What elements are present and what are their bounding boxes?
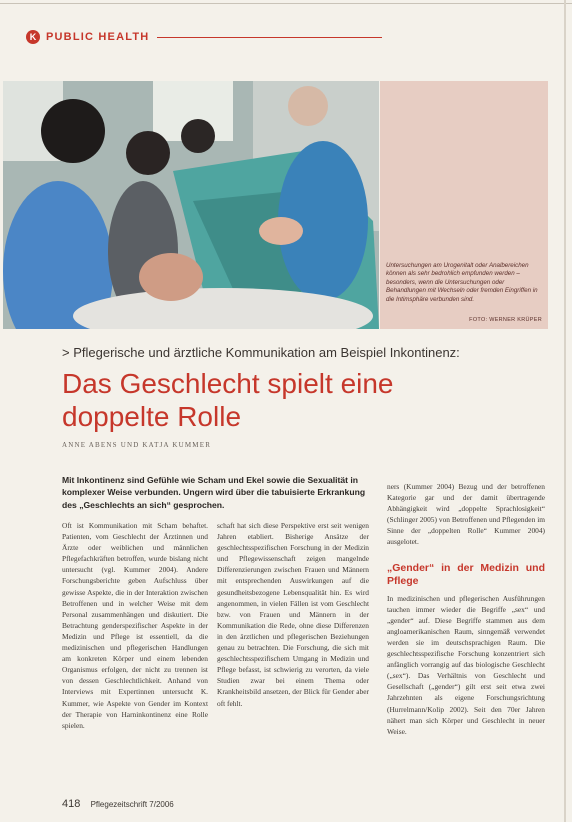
page-footer (62, 798, 174, 810)
body-column-1 (62, 520, 208, 731)
body-paragraph: In medizinischen und pflegerischen Ausführungen tauchen immer wieder die Begriffe „sex“ und „gender“ auf. Diese Begriffe stammen aus dem angloamerikanischen Raum, sinngemäß verwendet werden sie im deutschsprachigen Raum. Die geschlechtsspezifische Forschung konzentriert sich anfänglich vorrangig auf das biologische Geschlecht („sex“). Das Verhältnis von Geschlecht und Gesellschaft („gender“) gilt erst seit etwa zwei Jahrzehnten als eigene Forschungsrichtung (Hurrelmann/Kolip 2002). Seit den 70er Jahren nähert man sich Körper und Geschlecht in neuer Weise. (387, 593, 545, 736)
headline-line-1: Das Geschlecht spielt eine (62, 368, 394, 399)
headline-line-2: doppelte Rolle (62, 401, 242, 432)
body-column-2 (217, 520, 369, 709)
article-authors: ANNE ABENS UND KATJA KUMMER (62, 441, 212, 449)
photo-hand (259, 217, 303, 245)
photo-head-back (181, 119, 215, 153)
photo-credit: FOTO: WERNER KRÜPER (469, 317, 542, 323)
section-subheading: „Gender“ in der Medizin und Pflege (387, 561, 545, 587)
section-label: PUBLIC HEALTH (46, 31, 150, 43)
article-photo (3, 81, 379, 329)
section-divider (157, 37, 382, 38)
article-kicker: > Pflegerische und ärztliche Kommunikation am Beispiel Inkontinenz: (62, 345, 460, 360)
section-badge-icon: K (26, 30, 40, 44)
body-paragraph: ners (Kummer 2004) Bezug und der betroffenen Kategorie gar und der damit übertragende Abhängigkeit wird „doppelte Sprachlosigkeit“ (Schlinger 2005) von Betroffenen und Pflegenden im Sinne der „doppelten Rolle“ Kummer 2004) ausgelotet. (387, 482, 545, 547)
photo-caption-box (380, 81, 548, 329)
photo-illustration (3, 81, 379, 329)
photo-patient-head (139, 253, 203, 301)
photo-head-center (126, 131, 170, 175)
section-header (26, 29, 382, 45)
article-headline (62, 367, 532, 433)
body-paragraph: schaft hat sich diese Perspektive erst seit wenigen Jahren etabliert. Bisherige Ansätze der geschlechtsspezifischen Forschung in der Medizin und Pflegewissenschaft zeigen mangelnde Differenzierungen zwischen Frauen und Männern mit entsprechenden Auswirkungen auf die gesundheitsbezogene Lebensqualität hin. Es wird angenommen, in vielen Fällen ist vom Geschlecht bzw. von Frauen und Männern in der Kommunikation die Rede, ohne diese Differenzen in den ärztlichen und pflegerischen Beziehungen genau zu betrachten. Die Forschung, die sich mit geschlechtsspezifischem Umgang in Medizin und Pflege befasst, ist schwierig zu verorten, da viele Studien zwar bei einem Thema oder Krankheitsbild ansetzen, der Blick für Gender aber oft fehlt. (217, 521, 369, 708)
photo-head-left (41, 99, 105, 163)
photo-caption: Untersuchungen am Urogenitalt oder Analbereichen können als sehr bedrohlich empfunden werden – besonders, wenn die Untersuchungen oder Behandlungen mit Wechseln oder fremden Eingriffen in die Intimsphäre verbunden sind. (386, 262, 538, 303)
page-gutter (564, 0, 566, 822)
journal-name: Pflegezeitschrift 7/2006 (90, 800, 174, 809)
page-number: 418 (62, 798, 81, 810)
top-rule (0, 3, 572, 4)
article-lead: Mit Inkontinenz sind Gefühle wie Scham und Ekel sowie die Sexualität in komplexer Weise verbunden. Ungern wird über die tabuisierte Erkrankung des „Geschlechts an sich“ gesprochen. (62, 475, 366, 510)
body-paragraph: Oft ist Kommunikation mit Scham behaftet. Patienten, vom Geschlecht der Ärztinnen und Ärzte oder weiblichen und männlichen Pflegefachkräften betroffen, wurde bislang nicht untersucht (vgl. Kummer 2004). Andere Forschungsberichte geben Aufschluss über gewisse Aspekte, die in der Interaktion zwischen Betroffenen und in welcher Weise mit dem Personal zusammenhängen und diskutiert. Die Betrachtung genderspezifischer Aspekte in der Medizin und Pflege ist essentiell, da die medizinischen und pflegerischen Handlungen am konkreten Körper und einem lebenden Organismus erfolgen, der nicht zu trennen ist von dessen Geschlechtlichkeit. Anhand von Interviews mit Expertinnen untersucht K. Kummer, wie Aspekte von Gender im Kontext der Therapie von Harninkontinenz eine Rolle spielen. (62, 521, 208, 730)
photo-head-right (288, 86, 328, 126)
body-column-3 (387, 481, 545, 737)
